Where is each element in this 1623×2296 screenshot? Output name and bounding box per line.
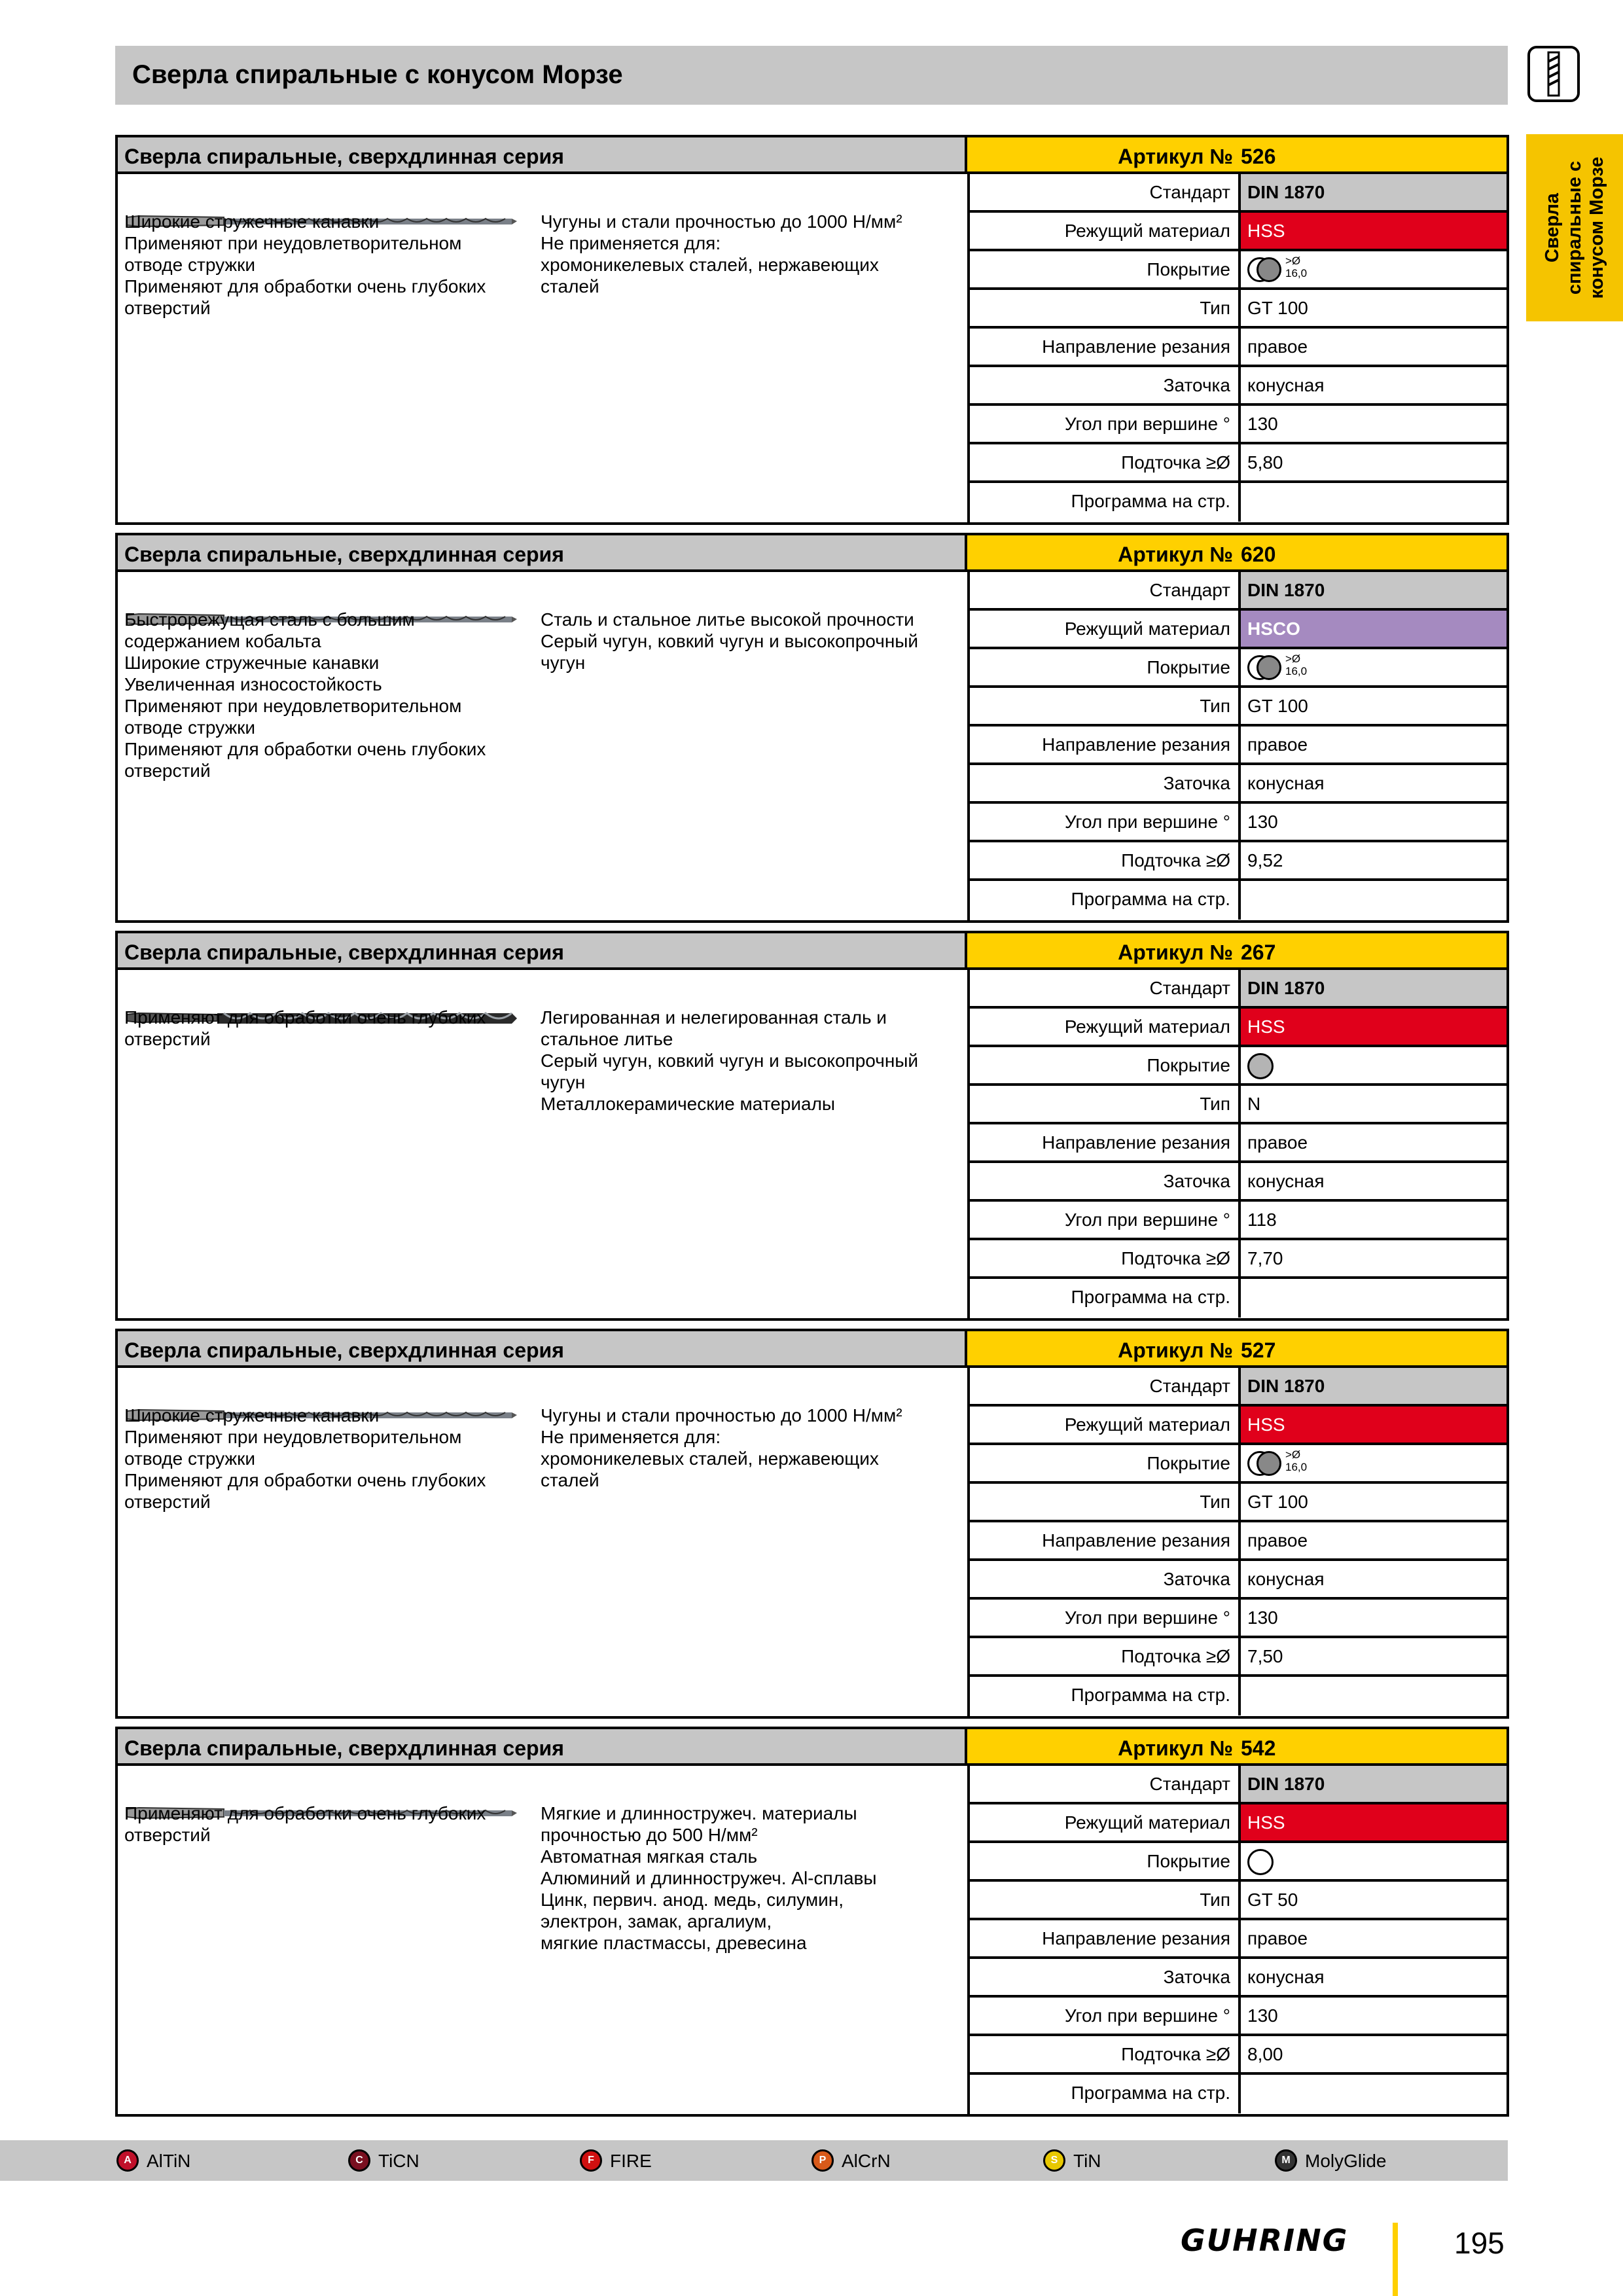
spec-row-angle: [970, 406, 1507, 444]
spec-row-program: [970, 483, 1507, 522]
spec-row-type: [970, 1484, 1507, 1522]
spec-value-angle: 118: [1247, 1210, 1277, 1230]
spec-row-material: [970, 1009, 1507, 1047]
spec-value-coating: [1241, 251, 1507, 287]
spec-label: Направление резания: [970, 1920, 1241, 1956]
article-number: 267: [1241, 941, 1276, 964]
legend-label: FIRE: [610, 2151, 652, 2171]
drill-section-icon: [1527, 46, 1580, 102]
spec-row-material: [970, 1804, 1507, 1843]
spec-row-angle: [970, 1202, 1507, 1240]
spec-label: Стандарт: [970, 1766, 1241, 1802]
product-applications: Легированная и нелегированная сталь и стальное литье Серый чугун, ковкий чугун и высокопрочный чугун Металлокерамические материалы: [541, 1007, 919, 1114]
spec-value-material: HSS: [1241, 1804, 1507, 1840]
spec-label: Тип: [970, 688, 1241, 724]
spec-row-coating: [970, 1445, 1507, 1484]
spec-label: Программа на стр.: [970, 1279, 1241, 1318]
spec-value-program: [1241, 2075, 1507, 2113]
spec-value-type: GT 100: [1247, 696, 1308, 716]
coating-size-note: >Ø 16,0: [1285, 1448, 1308, 1473]
spec-label: Покрытие: [970, 1047, 1241, 1083]
spec-value-type: GT 100: [1247, 298, 1308, 318]
spec-value-program: [1241, 1677, 1507, 1715]
spec-row-standard: [970, 572, 1507, 611]
spec-row-angle: [970, 1998, 1507, 2036]
spec-label: Угол при вершине °: [970, 406, 1241, 442]
spec-row-sharpening: [970, 765, 1507, 804]
spec-row-standard: [970, 970, 1507, 1009]
spec-label: Заточка: [970, 765, 1241, 801]
spec-label: Покрытие: [970, 649, 1241, 685]
article-header: [967, 933, 1507, 970]
spec-row-coating: [970, 251, 1507, 290]
article-number: 526: [1241, 145, 1276, 168]
product-title-bar: [118, 933, 967, 970]
spec-row-program: [970, 1279, 1507, 1318]
article-label: Артикул №: [1118, 941, 1233, 964]
spec-value-direction: правое: [1247, 1928, 1308, 1948]
side-tab-line3: конусом Морзе: [1586, 156, 1607, 299]
spec-row-program: [970, 881, 1507, 920]
spec-value-type: GT 100: [1247, 1492, 1308, 1512]
spec-value-angle: 130: [1247, 1607, 1278, 1628]
spec-label: Направление резания: [970, 726, 1241, 762]
spec-value-direction: правое: [1247, 1132, 1308, 1153]
spec-label: Угол при вершине °: [970, 804, 1241, 840]
spec-table: [967, 970, 1507, 1318]
spec-label: Угол при вершине °: [970, 1998, 1241, 2034]
spec-row-standard: [970, 1368, 1507, 1407]
alcrn-icon: P: [812, 2149, 834, 2172]
spec-value-sharpening: конусная: [1247, 773, 1325, 793]
product-features: Широкие стружечные канавки Применяют при неудовлетворительном отводе стружки Применяют для обработки очень глубоких отверстий: [124, 211, 486, 318]
spec-label: Режущий материал: [970, 1407, 1241, 1443]
spec-row-type: [970, 1882, 1507, 1920]
coating-icon: [1247, 255, 1308, 285]
spec-value-type: GT 50: [1247, 1890, 1298, 1910]
product-features: Широкие стружечные канавки Применяют при неудовлетворительном отводе стружки Применяют для обработки очень глубоких отверстий: [124, 1405, 486, 1512]
spec-row-material: [970, 611, 1507, 649]
spec-value-coating: [1241, 1047, 1507, 1083]
ticn-icon: C: [348, 2149, 370, 2172]
page-title-bar: [115, 46, 1508, 105]
legend-label: AlCrN: [842, 2151, 891, 2171]
spec-row-program: [970, 2075, 1507, 2113]
spec-value-coating: [1241, 1843, 1507, 1879]
spec-value-subsharp: 7,50: [1247, 1646, 1283, 1666]
spec-value-subsharp: 9,52: [1247, 850, 1283, 870]
spec-row-direction: [970, 1124, 1507, 1163]
legend-label: TiN: [1073, 2151, 1101, 2171]
product-applications: Чугуны и стали прочностью до 1000 Н/мм² Не применяется для: хромоникелевых сталей, нержавеющих сталей: [541, 211, 902, 296]
spec-label: Заточка: [970, 367, 1241, 403]
coating-icon: [1247, 1448, 1308, 1479]
product-title-bar: [118, 1331, 967, 1368]
spec-value-standard: DIN 1870: [1241, 174, 1507, 210]
spec-label: Стандарт: [970, 572, 1241, 608]
spec-label: Режущий материал: [970, 1009, 1241, 1045]
spec-label: Подточка ≥Ø: [970, 2036, 1241, 2072]
spec-value-sharpening: конусная: [1247, 1967, 1325, 1987]
article-header: [967, 1729, 1507, 1766]
product-features: Быстрорежущая сталь с большим содержанием кобальта Широкие стружечные канавки Увеличенная износостойкость Применяют при неудовлетворительном отводе стружки Применяют для обработки очень глубоких отверстий: [124, 609, 486, 781]
spec-label: Подточка ≥Ø: [970, 842, 1241, 878]
article-label: Артикул №: [1118, 543, 1233, 566]
spec-row-coating: [970, 1047, 1507, 1086]
spec-row-coating: [970, 1843, 1507, 1882]
article-number: 542: [1241, 1736, 1276, 1760]
product-block: [115, 533, 1509, 923]
spec-row-subsharp: [970, 1240, 1507, 1279]
product-block: [115, 931, 1509, 1321]
spec-row-type: [970, 1086, 1507, 1124]
spec-row-standard: [970, 174, 1507, 213]
side-tab-line1: Сверла: [1542, 192, 1563, 263]
spec-row-subsharp: [970, 2036, 1507, 2075]
coating-size-note: >Ø 16,0: [1285, 255, 1308, 279]
spec-value-subsharp: 5,80: [1247, 452, 1283, 473]
spec-value-standard: DIN 1870: [1241, 572, 1507, 608]
product-title-bar: [118, 1729, 967, 1766]
coating-size-note: >Ø 16,0: [1285, 653, 1308, 677]
product-applications: Сталь и стальное литье высокой прочности Серый чугун, ковкий чугун и высокопрочный чугун: [541, 609, 919, 673]
spec-label: Угол при вершине °: [970, 1600, 1241, 1636]
coating-icon: [1247, 1052, 1300, 1081]
brand-logo: GUHRING: [1181, 2223, 1349, 2258]
spec-value-direction: правое: [1247, 336, 1308, 357]
spec-label: Тип: [970, 1484, 1241, 1520]
spec-label: Покрытие: [970, 1843, 1241, 1879]
article-number: 620: [1241, 543, 1276, 566]
spec-label: Программа на стр.: [970, 1677, 1241, 1715]
spec-label: Стандарт: [970, 1368, 1241, 1404]
spec-label: Покрытие: [970, 1445, 1241, 1481]
spec-row-subsharp: [970, 842, 1507, 881]
article-header: [967, 535, 1507, 572]
spec-value-sharpening: конусная: [1247, 1171, 1325, 1191]
spec-label: Стандарт: [970, 970, 1241, 1006]
side-section-tab[interactable]: [1526, 134, 1623, 321]
article-header: [967, 1331, 1507, 1368]
product-block: [115, 1329, 1509, 1719]
legend-label: AlTiN: [147, 2151, 191, 2171]
page-number: 195: [1454, 2226, 1505, 2260]
spec-value-standard: DIN 1870: [1241, 1368, 1507, 1404]
spec-label: Стандарт: [970, 174, 1241, 210]
spec-label: Направление резания: [970, 1124, 1241, 1160]
spec-row-angle: [970, 1600, 1507, 1638]
spec-row-program: [970, 1677, 1507, 1715]
spec-value-angle: 130: [1247, 414, 1278, 434]
spec-row-material: [970, 1407, 1507, 1445]
spec-label: Программа на стр.: [970, 881, 1241, 920]
product-title-bar: [118, 535, 967, 572]
molyglide-icon: M: [1275, 2149, 1297, 2172]
spec-row-subsharp: [970, 444, 1507, 483]
spec-label: Направление резания: [970, 1522, 1241, 1558]
spec-table: [967, 572, 1507, 920]
product-block: [115, 135, 1509, 525]
coating-legend: [0, 2140, 1508, 2181]
spec-value-standard: DIN 1870: [1241, 970, 1507, 1006]
spec-label: Угол при вершине °: [970, 1202, 1241, 1238]
article-number: 527: [1241, 1338, 1276, 1362]
product-applications: Чугуны и стали прочностью до 1000 Н/мм² Не применяется для: хромоникелевых сталей, нержавеющих сталей: [541, 1405, 902, 1490]
spec-label: Заточка: [970, 1561, 1241, 1597]
product-title: Сверла спиральные, сверхдлинная серия: [124, 1338, 564, 1362]
spec-label: Заточка: [970, 1163, 1241, 1199]
spec-row-direction: [970, 1920, 1507, 1959]
spec-row-sharpening: [970, 1959, 1507, 1998]
spec-label: Тип: [970, 1086, 1241, 1122]
spec-row-type: [970, 688, 1507, 726]
spec-label: Тип: [970, 290, 1241, 326]
spec-value-program: [1241, 483, 1507, 522]
product-title: Сверла спиральные, сверхдлинная серия: [124, 941, 564, 964]
spec-label: Режущий материал: [970, 611, 1241, 647]
spec-value-subsharp: 7,70: [1247, 1248, 1283, 1268]
article-header: [967, 137, 1507, 174]
spec-row-direction: [970, 726, 1507, 765]
page-title: Сверла спиральные с конусом Морзе: [132, 60, 623, 89]
legend-label: TiCN: [378, 2151, 419, 2171]
spec-value-material: HSS: [1241, 1407, 1507, 1443]
spec-row-sharpening: [970, 1561, 1507, 1600]
spec-row-standard: [970, 1766, 1507, 1804]
spec-value-material: HSS: [1241, 1009, 1507, 1045]
spec-table: [967, 1368, 1507, 1716]
spec-label: Подточка ≥Ø: [970, 444, 1241, 480]
spec-row-sharpening: [970, 1163, 1507, 1202]
spec-row-material: [970, 213, 1507, 251]
spec-label: Программа на стр.: [970, 2075, 1241, 2113]
spec-row-direction: [970, 1522, 1507, 1561]
spec-label: Направление резания: [970, 329, 1241, 365]
spec-value-type: N: [1247, 1094, 1261, 1114]
spec-label: Заточка: [970, 1959, 1241, 1995]
spec-value-material: HSCO: [1241, 611, 1507, 647]
product-features: Применяют для обработки очень глубоких отверстий: [124, 1803, 486, 1845]
spec-row-direction: [970, 329, 1507, 367]
spec-value-sharpening: конусная: [1247, 375, 1325, 395]
spec-value-standard: DIN 1870: [1241, 1766, 1507, 1802]
article-label: Артикул №: [1118, 1736, 1233, 1760]
spec-table: [967, 174, 1507, 522]
side-tab-line2: спиральные с: [1564, 160, 1585, 295]
spec-label: Программа на стр.: [970, 483, 1241, 522]
product-title: Сверла спиральные, сверхдлинная серия: [124, 145, 564, 168]
spec-label: Тип: [970, 1882, 1241, 1918]
spec-value-program: [1241, 1279, 1507, 1318]
article-label: Артикул №: [1118, 1338, 1233, 1362]
product-block: [115, 1727, 1509, 2117]
product-features: Применяют для обработки очень глубоких отверстий: [124, 1007, 486, 1049]
product-applications: Мягкие и длинностружеч. материалы прочностью до 500 Н/мм² Автоматная мягкая сталь Алюминий и длинностружеч. Al-сплавы Цинк, первич. анод. медь, силумин, электрон, замак, аргалиум, мягкие пластмассы, древесина: [541, 1803, 877, 1953]
spec-value-sharpening: конусная: [1247, 1569, 1325, 1589]
spec-value-angle: 130: [1247, 812, 1278, 832]
spec-value-direction: правое: [1247, 734, 1308, 755]
spec-value-direction: правое: [1247, 1530, 1308, 1551]
spec-value-angle: 130: [1247, 2005, 1278, 2026]
coating-icon: [1247, 653, 1308, 683]
spec-label: Режущий материал: [970, 1804, 1241, 1840]
brand-accent-bar: [1393, 2223, 1398, 2296]
product-title: Сверла спиральные, сверхдлинная серия: [124, 1736, 564, 1760]
altin-icon: A: [116, 2149, 139, 2172]
spec-label: Покрытие: [970, 251, 1241, 287]
spec-table: [967, 1766, 1507, 2114]
spec-label: Подточка ≥Ø: [970, 1638, 1241, 1674]
spec-value-coating: [1241, 1445, 1507, 1481]
spec-value-coating: [1241, 649, 1507, 685]
spec-row-subsharp: [970, 1638, 1507, 1677]
spec-label: Подточка ≥Ø: [970, 1240, 1241, 1276]
spec-value-program: [1241, 881, 1507, 920]
coating-icon: [1247, 1848, 1300, 1876]
product-title: Сверла спиральные, сверхдлинная серия: [124, 543, 564, 566]
spec-value-subsharp: 8,00: [1247, 2044, 1283, 2064]
legend-label: MolyGlide: [1305, 2151, 1387, 2171]
spec-row-type: [970, 290, 1507, 329]
spec-row-angle: [970, 804, 1507, 842]
fire-icon: F: [580, 2149, 602, 2172]
spec-row-coating: [970, 649, 1507, 688]
spec-value-material: HSS: [1241, 213, 1507, 249]
spec-label: Режущий материал: [970, 213, 1241, 249]
product-title-bar: [118, 137, 967, 174]
spec-row-sharpening: [970, 367, 1507, 406]
tin-icon: S: [1043, 2149, 1065, 2172]
article-label: Артикул №: [1118, 145, 1233, 168]
